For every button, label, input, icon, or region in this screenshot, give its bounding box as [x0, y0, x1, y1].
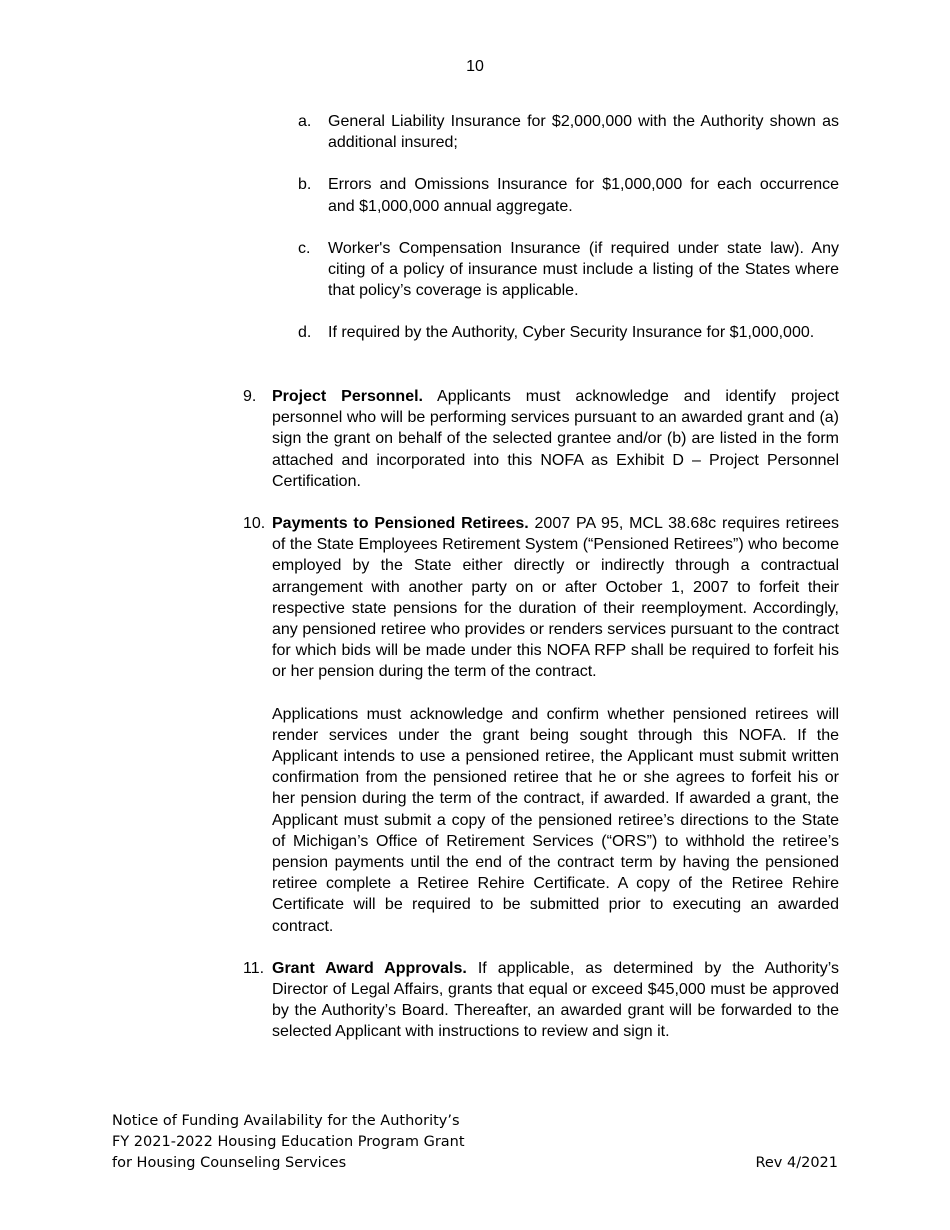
insurance-sub-list	[298, 111, 839, 365]
section-paragraph: Applications must acknowledge and confirm whether pensioned retirees will render services under the grant being sought through this NOFA. If the Applicant intends to use a pensioned retiree, the Applicant must submit written confirmation from the pensioned retiree that he or she agrees to forfeit his or her pension during the term of the contract, if awarded. If awarded a grant, the Applicant must submit a copy of the pensioned retiree’s directions to the State of Michigan’s Office of Retirement Services (“ORS”) to withhold the retiree’s pension payments until the end of the contract term by having the pensioned retiree complete a Retiree Rehire Certificate. A copy of the Retiree Rehire Certificate will be required to be submitted prior to executing an awarded contract.	[272, 705, 839, 935]
list-marker: b.	[298, 176, 312, 194]
section-body	[272, 958, 839, 1043]
list-item-text: Errors and Omissions Insurance for $1,000,000 for each occurrence and $1,000,000 annual aggregate.	[328, 176, 839, 215]
section-item-pensioned-retirees	[243, 513, 839, 937]
section-body	[272, 386, 839, 492]
section-text: 2007 PA 95, MCL 38.68c requires retirees of the State Employees Retirement System (“Pensioned Retirees”) who become employed by the State either directly or indirectly through a contractual arrangement with another party on or after October 1, 2007 to forfeit their respective state pensions for the duration of their reemployment. Accordingly, any pensioned retiree who provides or renders services pursuant to the contract for which bids will be made under this NOFA RFP shall be required to forfeit his or her pension during the term of the contract.	[272, 515, 840, 681]
list-marker: c.	[298, 239, 311, 257]
footer-revision: Rev 4/2021	[755, 1155, 838, 1171]
footer-document-title	[112, 1111, 465, 1174]
section-number: 9.	[243, 388, 257, 405]
list-item	[298, 322, 839, 343]
section-body	[272, 513, 839, 937]
footer-line: FY 2021-2022 Housing Education Program Grant	[112, 1134, 465, 1150]
footer-line: Notice of Funding Availability for the Authority’s	[112, 1113, 460, 1129]
list-item	[298, 238, 839, 302]
page-number: 10	[466, 58, 484, 75]
list-item	[298, 111, 839, 153]
section-text: Applicants must acknowledge and identify project personnel who will be performing services pursuant to an awarded grant and (a) sign the grant on behalf of the selected grantee and/or (b) are listed in the form attached and incorporated into this NOFA as Exhibit D – Project Personnel Certification.	[272, 388, 840, 490]
footer-line: for Housing Counseling Services	[112, 1155, 347, 1171]
list-item-text: If required by the Authority, Cyber Security Insurance for $1,000,000.	[328, 324, 815, 342]
list-item	[298, 174, 839, 216]
section-text: If applicable, as determined by the Authority’s Director of Legal Affairs, grants that equal or exceed $45,000 must be approved by the Authority’s Board. Thereafter, an awarded grant will be forwarded to the selected Applicant with instructions to review and sign it.	[272, 959, 839, 1041]
section-number: 11.	[243, 959, 265, 977]
section-heading: Grant Award Approvals.	[272, 959, 467, 977]
list-marker: a.	[298, 113, 312, 130]
list-marker: d.	[298, 324, 312, 342]
section-item-grant-award-approvals	[243, 958, 839, 1043]
numbered-section-list	[243, 386, 839, 1064]
section-heading: Project Personnel.	[272, 388, 423, 405]
section-heading: Payments to Pensioned Retirees.	[272, 515, 529, 533]
section-number: 10.	[243, 515, 266, 533]
section-item-project-personnel	[243, 386, 839, 492]
list-item-text: General Liability Insurance for $2,000,000 with the Authority shown as additional insured;	[328, 113, 839, 152]
list-item-text: Worker's Compensation Insurance (if required under state law). Any citing of a policy of insurance must include a listing of the States where that policy’s coverage is applicable.	[328, 239, 839, 300]
